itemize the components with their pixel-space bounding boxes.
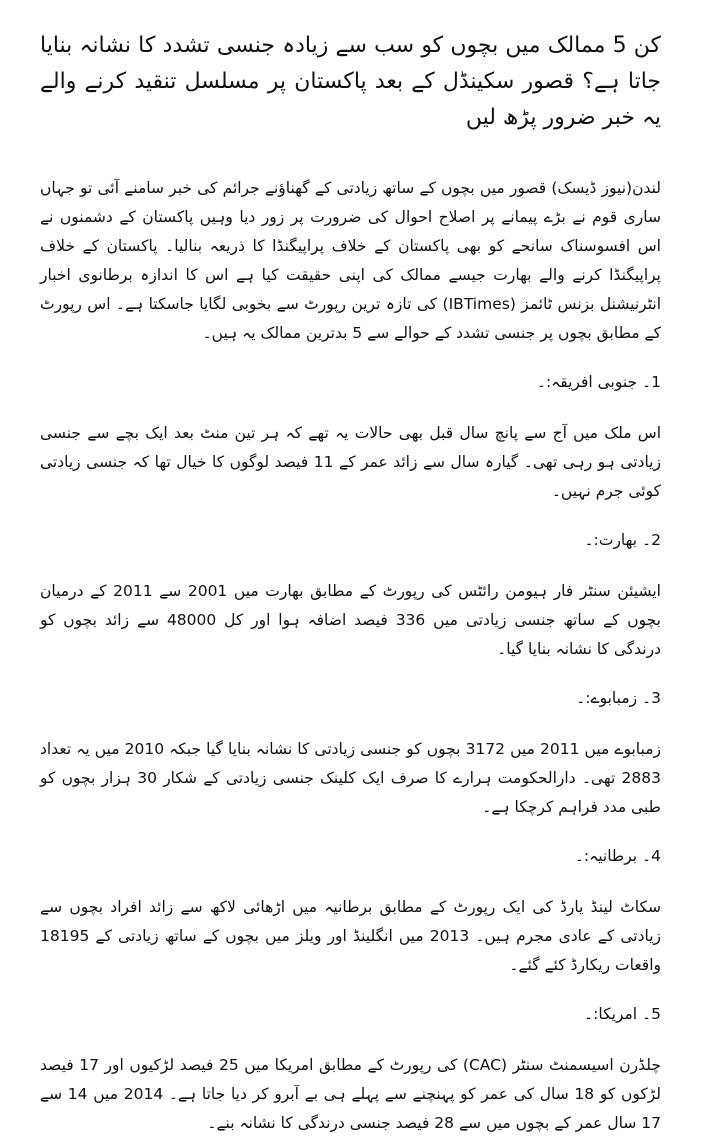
section-body: چلڈرن اسیسمنٹ سنٹر (CAC) کی رپورٹ کے مطابق امریکا میں 25 فیصد لڑکیوں اور 17 فیصد لڑکوں کو 18 سال کی عمر کو پہنچنے سے پہلے ہی بے آبرو کر دیا جاتا ہے۔ 2014 میں 14 سے 17 سال عمر کے بچوں میں سے 28 فیصد جنسی درندگی کا نشانہ بنے۔ bbox=[40, 1056, 662, 1132]
section-body: ایشیئن سنٹر فار ہیومن رائٹس کی رپورٹ کے مطابق بھارت میں 2001 سے 2011 کے درمیان بچوں کے ساتھ جنسی زیادتی میں 336 فیصد اضافہ ہوا اور کل 48000 سے زائد بچوں کو درندگی کا نشانہ بنایا گیا۔ bbox=[40, 582, 661, 658]
section-south-africa bbox=[40, 368, 661, 506]
section-britain bbox=[40, 842, 661, 980]
section-heading: 3۔ زمبابوے:۔ bbox=[576, 689, 661, 707]
section-body: سکاٹ لینڈ یارڈ کی ایک رپورٹ کے مطابق برطانیہ میں اڑھائی لاکھ سے زائد افراد بچوں سے زیادتی کے عادی مجرم ہیں۔ 2013 میں انگلینڈ اور ویلز میں بچوں کے ساتھ زیادتی کے 18195 واقعات ریکارڈ کئے گئے۔ bbox=[40, 898, 661, 974]
article-headline: کن 5 ممالک میں بچوں کو سب سے زیادہ جنسی تشدد کا نشانہ بنایا جاتا ہے؟ قصور سکینڈل کے بعد پاکستان پر مسلسل تنقید کرنے والے یہ خبر ضرور پڑھ لیں bbox=[40, 33, 661, 130]
section-india bbox=[40, 526, 661, 664]
section-zimbabwe bbox=[40, 684, 661, 822]
section-america bbox=[40, 1000, 661, 1138]
section-heading: 2۔ بھارت:۔ bbox=[584, 531, 661, 549]
section-body: زمبابوے میں 2011 میں 3172 بچوں کو جنسی زیادتی کا نشانہ بنایا گیا جبکہ 2010 میں یہ تعداد 2883 تھی۔ دارالحکومت ہرارے کا صرف ایک کلینک جنسی زیادتی کے شکار 30 ہزار بچوں کو طبی مدد فراہم کرچکا ہے۔ bbox=[40, 740, 661, 816]
section-heading: 1۔ جنوبی افریقہ:۔ bbox=[536, 373, 661, 391]
section-heading: 5۔ امریکا:۔ bbox=[584, 1005, 661, 1023]
section-heading: 4۔ برطانیہ:۔ bbox=[574, 847, 661, 865]
article-intro: لندن(نیوز ڈیسک) قصور میں بچوں کے ساتھ زیادتی کے گھناؤنے جرائم کی خبر سامنے آئی تو جہاں ساری قوم نے بڑے پیمانے پر اصلاح احوال کی ضرورت پر زور دیا وہیں پاکستان کے دشمنوں نے اس افسوسناک سانحے کو بھی پاکستان کے خلاف پراپیگنڈا کا ذریعہ بنالیا۔ پاکستان کے خلاف پراپیگنڈا کرنے والے بھارت جیسے ممالک کی اپنی حقیقت کیا ہے اس کا اندازہ برطانوی اخبار انٹرنیشنل بزنس ٹائمز (IBTimes) کی تازہ ترین رپورٹ سے بخوبی لگایا جاسکتا ہے۔ اس رپورٹ کے مطابق بچوں پر جنسی تشدد کے حوالے سے 5 بدترین ممالک یہ ہیں۔ bbox=[40, 179, 661, 342]
section-body: اس ملک میں آج سے پانچ سال قبل بھی حالات یہ تھے کہ ہر تین منٹ بعد ایک بچے سے جنسی زیادتی ہو رہی تھی۔ گیارہ سال سے زائد عمر کے 11 فیصد لوگوں کا خیال تھا کہ جنسی زیادتی کوئی جرم نہیں۔ bbox=[40, 424, 661, 500]
